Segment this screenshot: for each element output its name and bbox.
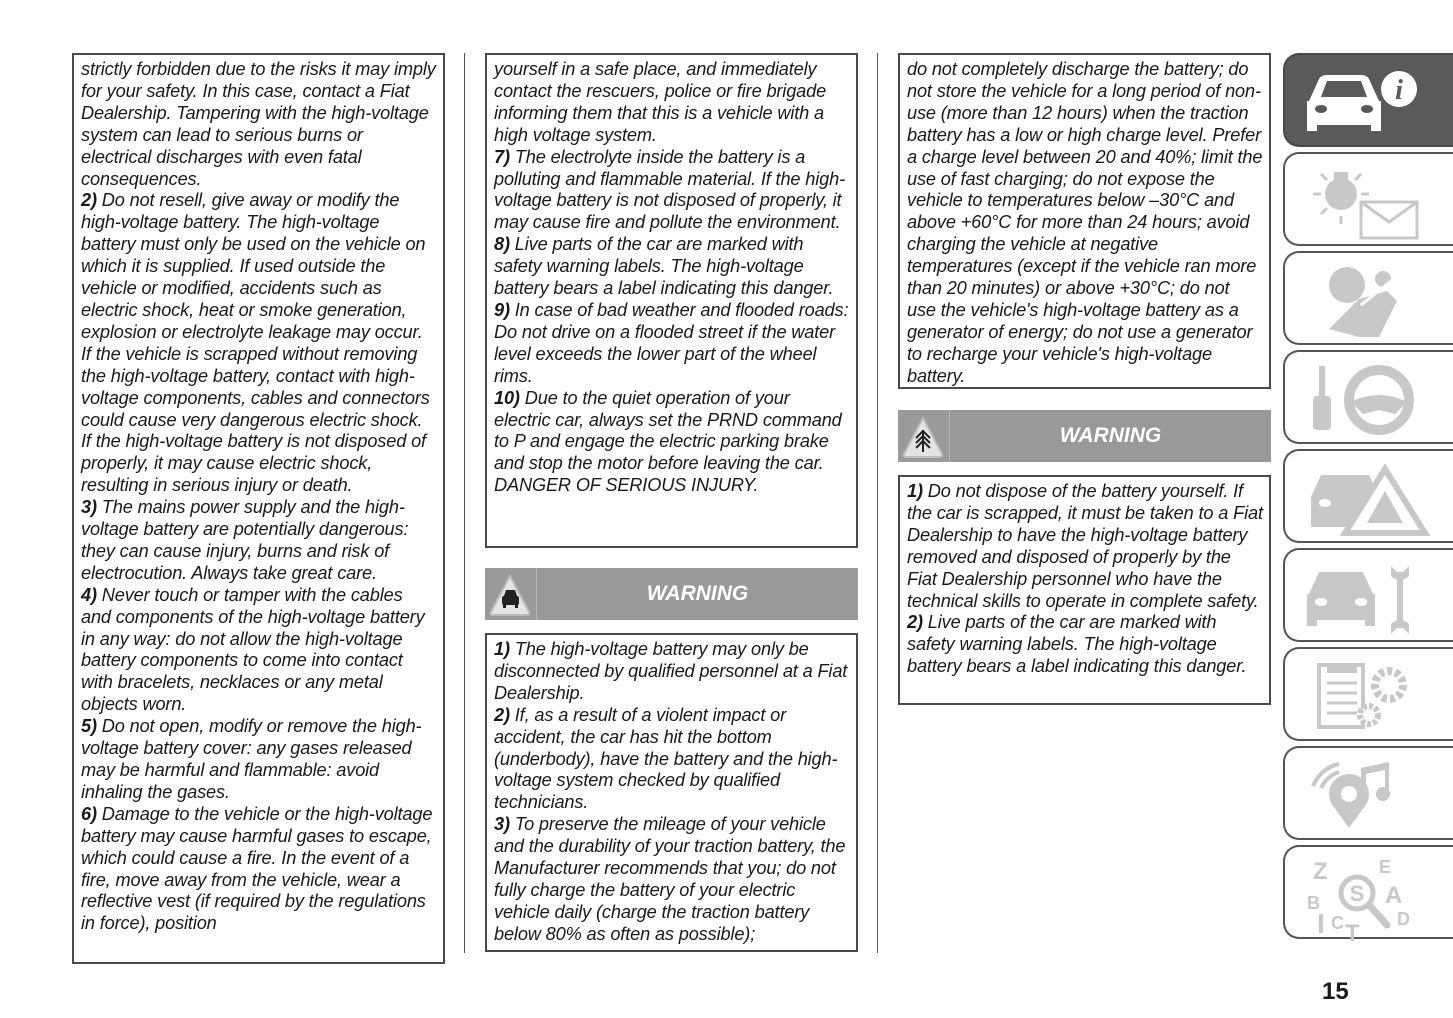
tab-servicing-care[interactable] (1283, 548, 1453, 642)
index-search-icon (1299, 853, 1429, 947)
car-info-icon (1299, 61, 1429, 141)
paragraph-item-7: 7) The electrolyte inside the battery is a polluting and flammable material. If the high-voltage battery is not disposed of properly, it may cause fire and pollute the environment. (494, 146, 845, 233)
tab-knowing-your-car[interactable] (1283, 53, 1453, 147)
car-breakdown-triangle-icon (1299, 457, 1429, 537)
svg-text:E: E (1379, 857, 1392, 877)
warning-item-3: 3) To preserve the mileage of your vehicle and the durability of your traction battery, the Manufacturer recommends that you; do not fully charge the battery of your electric vehicle daily (charge the traction battery below 80% as often as possible); (494, 814, 846, 944)
paragraph-item-9: 9) In case of bad weather and flooded roads: Do not drive on a flooded street if the water level exceeds the lower part of the wheel rims. (494, 299, 849, 386)
tab-in-an-emergency[interactable] (1283, 449, 1453, 543)
environment-tree-triangle-icon (898, 410, 949, 462)
tab-technical-data[interactable] (1283, 647, 1453, 741)
tab-index[interactable] (1283, 845, 1453, 947)
column-3-warning-text-box (898, 475, 1271, 705)
paragraph-item-2: 2) Do not resell, give away or modify the high-voltage battery. The high-voltage battery must only be used on the vehicle on which it is supplied. If used outside the vehicle or modified, accidents such as electric shock, heat or smoke generation, explosion or electrolyte leakage may occur. If the vehicle is scrapped without removing the high-voltage battery, contact with high-voltage components, cables and connectors could cause very dangerous electric shock. If the high-voltage battery is not disposed of properly, it may cause electric shock, resulting in serious injury or death. (81, 190, 430, 496)
column-1-text-box (72, 53, 445, 964)
paragraph-continued: yourself in a safe place, and immediately contact the rescuers, police or fire brigade informing them that this is a vehicle with a high voltage system. (494, 59, 827, 145)
tab-safety[interactable] (1283, 251, 1453, 345)
paragraph-continued: do not completely discharge the battery; do not store the vehicle for a long period of non-use (more than 12 hours) when the traction battery has a low or high charge level. Prefer a charge level between 20 and 40%; limit the use of fast charging; do not expose the vehicle to temperatures below –30°C and above +60°C for more than 24 hours; avoid charging the vehicle at negative temperatures (except if the vehicle ran more than 20 minutes) or above +30°C; do not use the vehicle's high-voltage battery as a generator of energy; do not use a generator to recharge your vehicle's high-voltage battery. (907, 59, 1263, 386)
paragraph-item-5: 5) Do not open, modify or remove the high-voltage battery cover: any gases released may be harmful and flammable: avoid inhaling the gases. (81, 716, 422, 802)
column-2-warning-text-box (485, 633, 858, 952)
svg-text:T: T (1345, 920, 1360, 947)
warning-light-message-icon (1299, 160, 1429, 240)
warning-icon-cell (898, 410, 950, 462)
paragraph-item-3: 3) The mains power supply and the high-voltage battery are potentially dangerous: they can cause injury, burns and risk of electrocution. Always take great care. (81, 497, 409, 583)
warning-item-2: 2) Live parts of the car are marked with safety warning labels. The high-voltage battery bears a label indicating this danger. (907, 612, 1247, 677)
warning-icon-cell (485, 568, 537, 620)
svg-text:D: D (1397, 909, 1410, 929)
paragraph-item-10: 10) Due to the quiet operation of your electric car, always set the PRND command to P and engage the electric parking brake and stop the motor before leaving the car. DANGER OF SERIOUS INJURY. (494, 387, 842, 496)
airbag-seatbelt-icon (1299, 259, 1429, 339)
page-number: 15 (1322, 978, 1349, 1005)
svg-text:B: B (1307, 893, 1320, 913)
svg-text:i: i (1395, 75, 1403, 106)
multimedia-music-icon (1299, 754, 1429, 834)
column-2-top-text-box (485, 53, 858, 548)
warning-item-1: 1) Do not dispose of the battery yourself. If the car is scrapped, it must be taken to a Fiat Dealership to have the high-voltage battery removed and disposed of properly by the Fiat Dealership personnel who have the technical skills to operate in complete safety. (907, 481, 1263, 611)
warning-title: WARNING (1059, 424, 1162, 447)
paragraph-item-8: 8) Live parts of the car are marked with safety warning labels. The high-voltage battery bears a label indicating this danger. (494, 234, 834, 299)
warning-header-column-2 (485, 568, 858, 620)
svg-text:Z: Z (1313, 858, 1328, 885)
svg-text:C: C (1331, 913, 1344, 933)
svg-text:S: S (1349, 881, 1365, 906)
paragraph-continued: strictly forbidden due to the risks it may imply for your safety. In this case, contact a Fiat Dealership. Tampering with the high-voltage system can lead to serious burns or electrical discharges with even fatal consequences. (81, 59, 436, 189)
paragraph-item-6: 6) Damage to the vehicle or the high-voltage battery may cause harmful gases to escape, which could cause a fire. In the event of a fire, move away from the vehicle, wear a reflective vest (if required by the regulations in force), position (81, 803, 433, 934)
svg-text:A: A (1385, 882, 1403, 909)
car-warning-triangle-icon (485, 568, 536, 620)
paragraph-item-4: 4) Never touch or tamper with the cables and components of the high-voltage battery in any way: do not allow the high-voltage battery components to come into contact with bracelets, necklaces or any metal objects worn. (81, 584, 425, 715)
column-divider-2 (877, 53, 878, 953)
tab-starting-driving[interactable] (1283, 350, 1453, 444)
warning-title: WARNING (646, 582, 749, 605)
column-3-top-text-box (898, 53, 1271, 389)
car-maintenance-wrench-icon (1299, 556, 1429, 636)
technical-data-gears-icon (1299, 655, 1429, 735)
warning-item-2: 2) If, as a result of a violent impact or accident, the car has hit the bottom (underbody), have the battery and the high-voltage system checked by qualified technicians. (494, 704, 838, 813)
warning-item-1: 1) The high-voltage battery may only be disconnected by qualified personnel at a Fiat Dealership. (494, 639, 848, 703)
tab-multimedia[interactable] (1283, 746, 1453, 840)
key-steering-wheel-icon (1299, 358, 1429, 438)
svg-text:I: I (1317, 908, 1325, 939)
tab-dashboard-lights[interactable] (1283, 152, 1453, 246)
warning-header-column-3 (898, 410, 1271, 462)
column-divider-1 (464, 53, 465, 953)
